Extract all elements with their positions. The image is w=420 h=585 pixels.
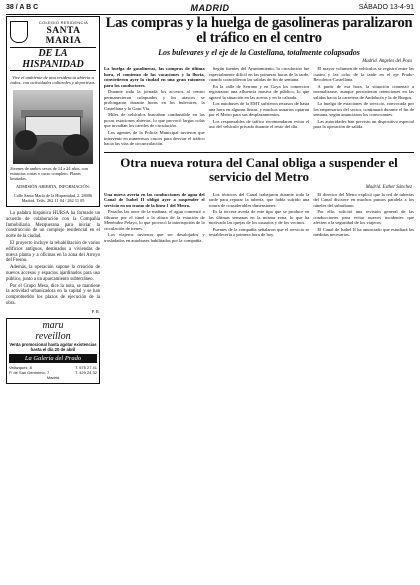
paragraph: En la calle de Serrano y en Goya los comercios registraron una afluencia masiva de público, lo que agravó la situación en las aceras y en la calzada. (208, 83, 310, 100)
section-title: MADRID (190, 3, 230, 13)
crest-icon (10, 21, 28, 43)
article-body (104, 66, 414, 148)
college-advertisement (6, 16, 100, 207)
store-promo-date: hasta el día 20 de abril (30, 346, 76, 352)
paragraph: Fuentes de la compañía señalaron que el servicio se restablecería a primera hora de hoy. (208, 226, 310, 238)
article-headline: Las compras y la huelga de gasolineras paralizaron el tráfico en el centro (105, 15, 413, 46)
article2-headline: Otra nueva rotura del Canal obliga a suspender el servicio del Metro (120, 154, 398, 184)
paragraph: Los viajeros tuvieron que ser desalojados y trasladados en autobuses habilitados por la compañía. (104, 232, 205, 244)
paragraph: La huelga de estaciones de servicio, convocada por los empresarios del sector, continuará durante el fin de semana, según anunciaron los convocantes. (313, 101, 415, 118)
article2-byline: Madrid. Esther Sánchez (365, 184, 412, 190)
store-phone-1: T. 575 27 41 (74, 365, 97, 371)
article-signature: P. R. (91, 308, 100, 314)
store-city: Madrid (46, 375, 60, 381)
lead-paragraph: La huelga de gasolineras, las compras de última hora, el comienzo de las vacaciones y la lluvia, convirtieron ayer la ciudad en una gran ratonera para los conductores. (104, 66, 205, 88)
article-column (313, 192, 414, 245)
store-logo-2: reveillon (35, 330, 71, 342)
page-number: 38 / A B C (6, 4, 39, 11)
store-address-2: P. de San Gerónimo, 7 (9, 370, 50, 376)
main-area (104, 16, 414, 579)
ad-info: ADMISIÓN ABIERTA, INFORMACIÓN: (16, 184, 90, 190)
store-address-1: Velázquez, 8 (9, 365, 32, 371)
paragraph: Los técnicos del Canal trabajaron durante toda la tarde para reparar la tubería, que había sufrido una rotura de considerables dimensiones. (208, 191, 310, 208)
article-column (209, 66, 310, 148)
ad-caption: Jóvenes de ambos sexos de 14 a 24 años, con estancias cortas o curso completo. Plazas limitadas. (10, 165, 88, 182)
article-column (313, 66, 414, 148)
paragraph: El proyecto incluye la rehabilitación de varios edificios antiguos, destinados a viviendas de nueva planta y a oficinas en la zona del Arroyo del Fresno. (6, 240, 100, 264)
page-header (6, 4, 414, 15)
article2-body (104, 192, 414, 245)
paragraph: Pasadas las once de la mañana, el agua comenzó a filtrarse por el túnel a la altura de la estación de Menéndez Pelayo, lo que provocó la interrupción de la circulación de trenes. (104, 209, 205, 231)
paragraph: Los agentes de la Policía Municipal tuvieron que intervenir en numerosos cruces para desviar el tráfico hacia las vías de circunvalación. (104, 130, 205, 147)
article-column (209, 192, 310, 245)
store-logo: maru (42, 319, 64, 331)
paragraph: A partir de esa hora, la situación comenzó a normalizarse, aunque persistieron retenciones en las salidas hacia la carretera de Andalucía y la de Burgos. (313, 83, 415, 100)
college-photo (13, 90, 93, 164)
paragraph: Es la tercera avería de este tipo que se produce en las últimas semanas en la misma zona, lo que ha motivado las quejas de los usuarios y de los vecinos. (208, 209, 310, 226)
paragraph: Durante toda la jornada los accesos al centro permanecieron colapsados y los atascos se prolongaron durante horas en los bulevares, la Castellana y la Gran Vía. (104, 89, 205, 111)
ad-intro-text: Vive el ambiente de una residencia abierta a todos, con actividades culturales y deportivas. (10, 74, 96, 86)
ad-small-title: COLEGIO RESIDENCIA (38, 20, 89, 25)
paragraph: Los autobuses de la EMT sufrieron retrasos de hasta una hora en algunas líneas, y muchos usuarios optaron por el Metro para sus desplazamientos. (208, 101, 310, 118)
ad-college-name-2: DE LA HISPANIDAD (10, 47, 96, 71)
paragraph: Según fuentes del Ayuntamiento, la circulación fue especialmente difícil en las primeras horas de la tarde, cuando coincidieron las salidas de fin de semana. (208, 66, 310, 83)
paragraph: El Canal de Isabel II ha anunciado que estudiará las medidas necesarias. (313, 226, 415, 238)
store-promo: Venta promocional hasta agotar existencias (9, 341, 97, 347)
ad-address: Calle Santa María de la Hispanidad, 2. 28006 Madrid. Telfs. 262 11 04 / 262 11 05 (13, 192, 93, 203)
lead-paragraph: Una nueva avería en las conducciones de agua del Canal de Isabel II obligó ayer a suspender el servicio en un tramo de la línea 1 del Metro. (104, 191, 205, 208)
paragraph: La palabra hispánica HURSA ha formado un acuerdo de colaboración con la Compañía Inmobiliaria Mezquerana para iniciar la construcción de un complejo residencial en el norte de la ciudad. (6, 211, 100, 240)
store-advertisement (6, 318, 100, 385)
paragraph: Además, la operación supone la creación de nuevos accesos y espacios ajardinados para uso público, junto a un aparcamiento subterráneo. (6, 265, 100, 282)
article-subheadline: Los bulevares y el eje de la Castellana, totalmente colapsados (158, 48, 360, 57)
store-banner: La Galería del Prado (9, 354, 97, 363)
article-byline: Madrid. Angeles del Pozo (362, 59, 412, 64)
article-column (104, 66, 205, 148)
article-column (104, 192, 205, 245)
paragraph: Las autoridades han previsto un dispositivo especial para la operación de salida. (313, 118, 415, 130)
paragraph: El mayor volumen de vehículos se registró entre las cuatro y las ocho de la tarde en el eje Prado-Recoletos-Castellana. (313, 66, 415, 83)
paragraph: Por ello, solicitó una revisión general de las conducciones para evitar nuevos incidentes que afecten a la seguridad de los viajeros. (313, 209, 415, 226)
left-column-article (6, 211, 100, 315)
left-column (6, 16, 100, 579)
issue-date: SÁBADO 13-4-91 (358, 4, 414, 11)
article-divider (104, 152, 414, 153)
ad-college-name: SANTA MARIA (45, 25, 82, 46)
store-phone-2: T. 429 24 32 (74, 370, 97, 376)
paragraph: Por el Grupo Mesa, dice la nota, se mantiene la actividad urbanizadora en la capital y se han comprometido los plazos de ejecución de la obra. (6, 283, 100, 306)
paragraph: El director del Metro explicó que la red de tuberías del Canal discurre en muchos puntos paralela a los túneles del suburbano. (313, 191, 415, 208)
paragraph: Miles de vehículos buscaban combustible en las pocas estaciones abiertas, lo que provocó largas colas que invadían los carriles de circulación. (104, 112, 205, 129)
paragraph: Los responsables de tráfico recomendaron evitar el uso del vehículo privado durante el resto del día. (208, 118, 310, 130)
